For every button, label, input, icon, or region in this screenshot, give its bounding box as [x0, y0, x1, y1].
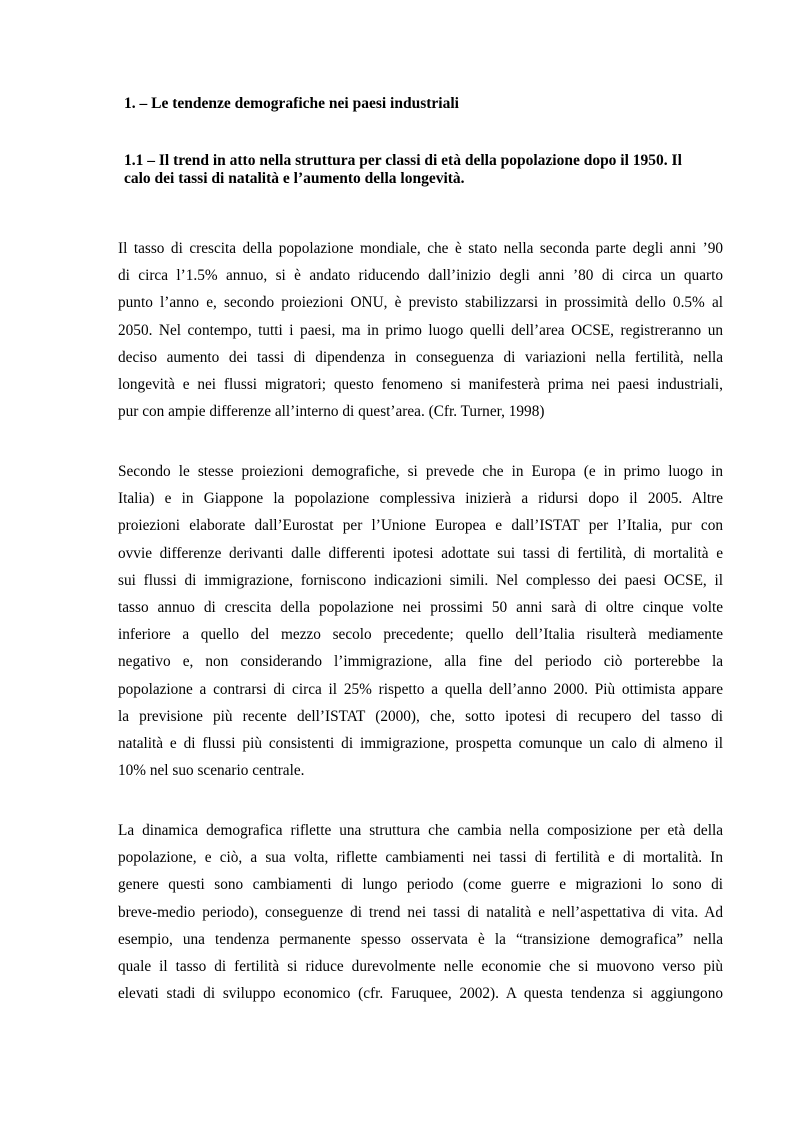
- subsection-heading: [124, 152, 724, 188]
- section-heading: 1. – Le tendenze demografiche nei paesi industriali: [124, 95, 459, 112]
- text-line: la previsione più recente dell’ISTAT (2000), che, sotto ipotesi di recupero del tasso di: [118, 707, 723, 725]
- text-line: ovvie differenze derivanti dalle differenti ipotesi adottate sui tassi di fertilità, di mortalità e: [118, 544, 723, 562]
- text-line: sui flussi di immigrazione, forniscono indicazioni simili. Nel complesso dei paesi OCSE, il: [118, 571, 723, 589]
- text-line: Il tasso di crescita della popolazione mondiale, che è stato nella seconda parte degli anni ’90: [118, 240, 723, 257]
- text-line: punto l’anno e, secondo proiezioni ONU, è previsto stabilizzarsi in prossimità dello 0.5% al: [118, 294, 723, 312]
- text-line: breve-medio periodo), conseguenze di trend nei tassi di natalità e nell’aspettativa di vita. Ad: [118, 903, 723, 921]
- text-line: inferiore a quello del mezzo secolo precedente; quello dell’Italia risulterà mediamente: [118, 626, 723, 644]
- text-line: Secondo le stesse proiezioni demografiche, si prevede che in Europa (e in primo luogo in: [118, 463, 723, 480]
- text-line: elevati stadi di sviluppo economico (cfr. Faruquee, 2002). A questa tendenza si aggiungono: [118, 985, 723, 1003]
- text-line: 2050. Nel contempo, tutti i paesi, ma in primo luogo quelli dell’area OCSE, registreranno un: [118, 321, 723, 339]
- subsection-heading-line-1: 1.1 – Il trend in atto nella struttura per classi di età della popolazione dopo il 1950. Il: [124, 152, 682, 169]
- text-line: negativo e, non considerando l’immigrazione, alla fine del periodo ciò porterebbe la: [118, 653, 723, 671]
- text-line: quale il tasso di fertilità si riduce durevolmente nelle economie che si muovono verso più: [118, 957, 723, 975]
- text-line: tasso annuo di crescita della popolazione nei prossimi 50 anni sarà di oltre cinque volte: [118, 598, 723, 616]
- text-line: natalità e di flussi più consistenti di immigrazione, prospetta comunque un calo di almeno il: [118, 734, 723, 752]
- text-line: deciso aumento dei tassi di dipendenza in conseguenza di variazioni nella fertilità, nella: [118, 348, 723, 366]
- text-line: popolazione, e ciò, a sua volta, riflette cambiamenti nei tassi di fertilità e di mortalità. In: [118, 849, 723, 867]
- text-line: 10% nel suo scenario centrale.: [118, 762, 305, 780]
- text-line: pur con ampie differenze all’interno di quest’area. (Cfr. Turner, 1998): [118, 403, 545, 421]
- text-line: proiezioni elaborate dall’Eurostat per l’Unione Europea e dall’ISTAT per l’Italia, pur con: [118, 517, 723, 535]
- text-line: longevità e nei flussi migratori; questo fenomeno si manifesterà prima nei paesi industriali,: [118, 375, 723, 393]
- text-line: popolazione a contrarsi di circa il 25% rispetto a quella dell’anno 2000. Più ottimista appare: [118, 680, 723, 698]
- subsection-heading-line-2: calo dei tassi di natalità e l’aumento della longevità.: [124, 170, 465, 187]
- paragraph-2: [118, 458, 723, 784]
- text-line: Italia) e in Giappone la popolazione complessiva inizierà a ridursi dopo il 2005. Altre: [118, 490, 723, 508]
- text-line: di circa l’1.5% annuo, si è andato riducendo dall’inizio degli anni ’80 di circa un quarto: [118, 267, 723, 285]
- text-line: esempio, una tendenza permanente spesso osservata è la “transizione demografica” nella: [118, 930, 723, 948]
- text-line: La dinamica demografica riflette una struttura che cambia nella composizione per età della: [118, 822, 723, 839]
- paragraph-3: [118, 817, 723, 1007]
- paragraph-1: [118, 235, 723, 425]
- text-line: genere questi sono cambiamenti di lungo periodo (come guerre e migrazioni lo sono di: [118, 876, 723, 894]
